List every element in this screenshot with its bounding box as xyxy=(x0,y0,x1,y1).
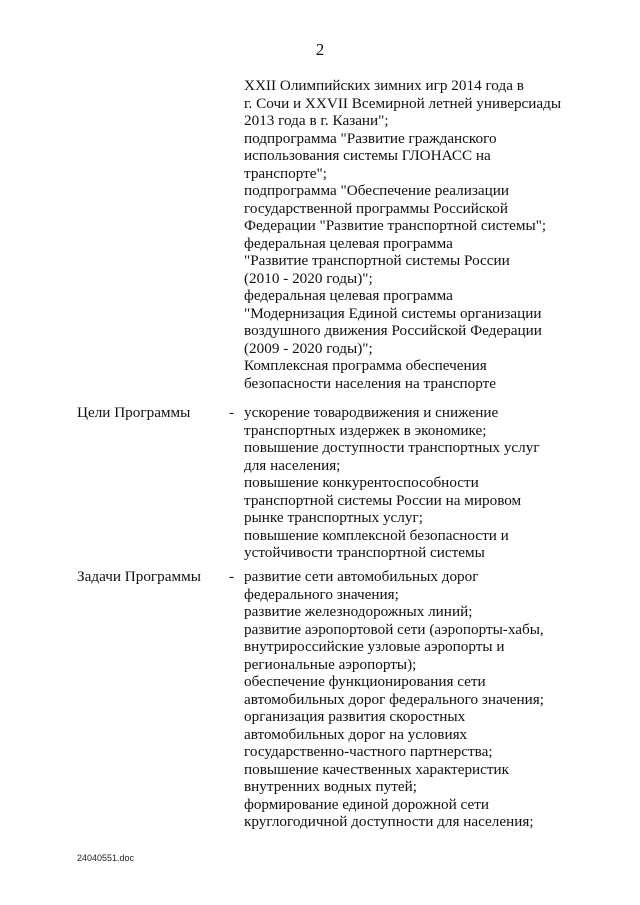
text-line: 2013 года в г. Казани"; xyxy=(244,112,389,129)
text-line: (2009 - 2020 годы)"; xyxy=(244,339,373,357)
text-line: государственно-частного партнерства; xyxy=(244,743,493,760)
text-line: для населения; xyxy=(244,456,341,474)
continuation-block xyxy=(244,77,624,392)
text-line: обеспечение функционирования сети xyxy=(244,673,486,690)
text-line: транспорте"; xyxy=(244,164,327,182)
text-line: воздушного движения Российской Федерации xyxy=(244,322,542,339)
page-number: 2 xyxy=(315,40,325,59)
text-line: федеральная целевая программа xyxy=(244,287,453,304)
section-lines xyxy=(244,404,624,562)
section-label: Цели Программы xyxy=(77,404,191,421)
footer-filename: 24040551.doc xyxy=(77,853,135,863)
section-dash: - xyxy=(229,404,235,421)
text-line: Федерации "Развитие транспортной системы"; xyxy=(244,217,547,234)
text-line: безопасности населения на транспорте xyxy=(244,374,497,392)
text-line: устойчивости транспортной системы xyxy=(244,544,485,561)
text-line: формирование единой дорожной сети xyxy=(244,795,489,813)
text-line: повышение доступности транспортных услуг xyxy=(244,439,540,456)
text-line: транспортных издержек в экономике; xyxy=(244,421,487,439)
text-line: Комплексная программа обеспечения xyxy=(244,357,487,374)
text-line: развитие железнодорожных линий; xyxy=(244,603,473,620)
section-lines xyxy=(244,568,624,831)
text-line: (2010 - 2020 годы)"; xyxy=(244,269,373,287)
text-line: рынке транспортных услуг; xyxy=(244,509,423,526)
text-line: использования системы ГЛОНАСС на xyxy=(244,147,491,164)
text-line: транспортной системы России на мировом xyxy=(244,491,522,509)
text-line: федеральная целевая программа xyxy=(244,234,453,252)
text-line: подпрограмма "Развитие гражданского xyxy=(244,129,497,147)
text-line: ускорение товародвижения и снижение xyxy=(244,404,499,421)
text-line: повышение качественных характеристик xyxy=(244,760,510,778)
text-line: федерального значения; xyxy=(244,585,399,603)
text-line: "Модернизация Единой системы организации xyxy=(244,304,542,322)
text-line: г. Сочи и XXVII Всемирной летней универсиады xyxy=(244,94,562,112)
text-line: XXII Олимпийских зимних игр 2014 года в xyxy=(244,77,524,94)
section-label: Задачи Программы xyxy=(77,568,201,585)
text-line: региональные аэропорты); xyxy=(244,655,417,673)
text-line: развитие аэропортовой сети (аэропорты-хабы, xyxy=(244,620,544,638)
text-line: повышение конкурентоспособности xyxy=(244,474,479,491)
text-line: государственной программы Российской xyxy=(244,199,508,217)
text-line: подпрограмма "Обеспечение реализации xyxy=(244,182,509,199)
text-line: внутренних водных путей; xyxy=(244,778,417,795)
text-line: круглогодичной доступности для населения; xyxy=(244,813,534,830)
text-line: автомобильных дорог на условиях xyxy=(244,725,468,743)
text-line: автомобильных дорог федерального значения; xyxy=(244,690,544,708)
text-line: развитие сети автомобильных дорог xyxy=(244,568,479,585)
text-line: "Развитие транспортной системы России xyxy=(244,252,510,269)
section-dash: - xyxy=(229,568,235,585)
text-line: внутрироссийские узловые аэропорты и xyxy=(244,638,505,655)
text-line: повышение комплексной безопасности и xyxy=(244,526,509,544)
text-line: организация развития скоростных xyxy=(244,708,466,725)
